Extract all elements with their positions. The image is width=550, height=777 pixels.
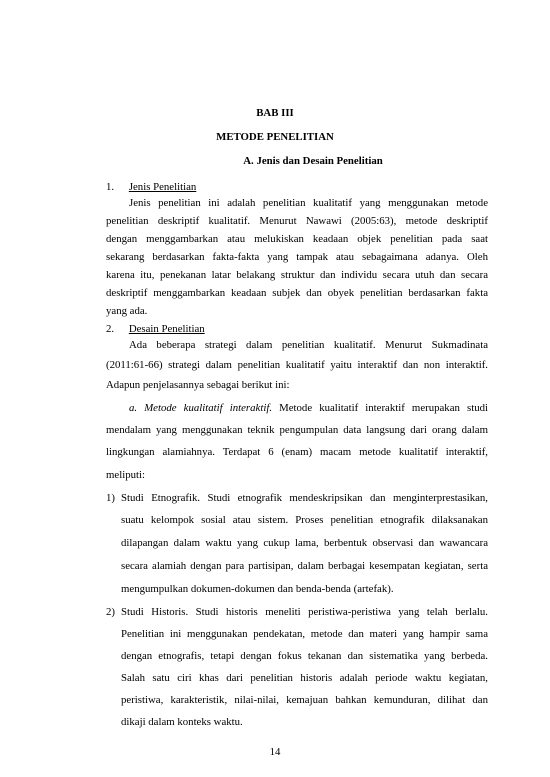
list-line: mengumpulkan dokumen-dokumen dan benda-benda (artefak). <box>121 583 394 595</box>
list-line: Penelitian ini menggunakan pendekatan, metode dan materi yang hampir sama <box>121 628 488 640</box>
list-number: 2) <box>106 606 115 618</box>
paragraph-line: sekarang berdasarkan fakta-fakta yang tampak atau sebagaimana adanya. Oleh <box>106 251 488 263</box>
list-number: 1) <box>106 492 115 504</box>
sub-a-text: Metode kualitatif interaktif merupakan studi <box>272 402 488 414</box>
item-number: 2. <box>106 323 115 335</box>
sub-a-line <box>129 401 488 415</box>
paragraph-line: dengan menggambarkan atau melukiskan keadaan objek penelitian pada saat <box>106 233 488 245</box>
list-line: dengan etnografis, tetapi dengan fokus tekanan dan sistematika yang berbeda. <box>121 650 488 662</box>
paragraph-line: karena itu, penekanan latar belakang struktur dan individu secara utuh dan secara <box>106 269 488 281</box>
list-line: secara alamiah dengan para partisipan, dalam berbagai kesempatan kegiatan, serta <box>121 560 488 572</box>
list-line: suatu kelompok sosial atau sistem. Proses penelitian etnografik dilaksanakan <box>121 514 488 526</box>
chapter-label: BAB III <box>256 107 294 119</box>
list-line: Salah satu ciri khas dari penelitian historis adalah periode waktu kegiatan, <box>121 672 488 684</box>
item-2-heading <box>106 322 488 336</box>
paragraph-line: Ada beberapa strategi dalam penelitian kualitatif. Menurut Sukmadinata <box>129 339 488 351</box>
item-1-heading <box>106 180 488 194</box>
chapter-title: METODE PENELITIAN <box>216 131 334 143</box>
section-heading: A. Jenis dan Desain Penelitian <box>243 155 383 167</box>
list-line: Studi Historis. Studi historis meneliti peristiwa-peristiwa yang telah berlalu. <box>121 606 488 618</box>
item-title: Desain Penelitian <box>128 323 205 335</box>
paragraph-line: Jenis penelitian ini adalah penelitian kualitatif yang menggunakan metode <box>129 197 488 209</box>
list-line: dikaji dalam konteks waktu. <box>121 716 243 728</box>
paragraph-line: lingkungan alamiahnya. Terdapat 6 (enam) macam metode kualitatif interaktif, <box>106 446 488 458</box>
paragraph-line: mendalam yang menggunakan teknik pengumpulan data langsung dari orang dalam <box>106 424 488 436</box>
paragraph-line: penelitian deskriptif kualitatif. Menurut Nawawi (2005:63), metode deskriptif <box>106 215 488 227</box>
item-number: 1. <box>106 181 115 193</box>
item-title: Jenis Penelitian <box>128 181 197 193</box>
paragraph-line: yang ada. <box>106 305 148 317</box>
paragraph-line: meliputi: <box>106 469 145 481</box>
list-line: dilapangan dalam waktu yang cukup lama, berbentuk observasi dan wawancara <box>121 537 488 549</box>
paragraph-line: deskriptif menggambarkan keadaan subjek dan obyek penelitian berdasarkan fakta <box>106 287 488 299</box>
list-line: peristiwa, karakteristik, nilai-nilai, kemajuan bahkan kemunduran, dilihat dan <box>121 694 488 706</box>
paragraph-line: Adapun penjelasannya sebagai berikut ini: <box>106 379 290 391</box>
list-line: Studi Etnografik. Studi etnografik mendeskripsikan dan menginterprestasikan, <box>121 492 488 504</box>
page-number: 14 <box>269 746 281 758</box>
paragraph-line: (2011:61-66) strategi dalam penelitian kualitatif yaitu interaktif dan non interaktif. <box>106 359 488 371</box>
sub-a-label: a. Metode kualitatif interaktif. <box>129 402 273 414</box>
